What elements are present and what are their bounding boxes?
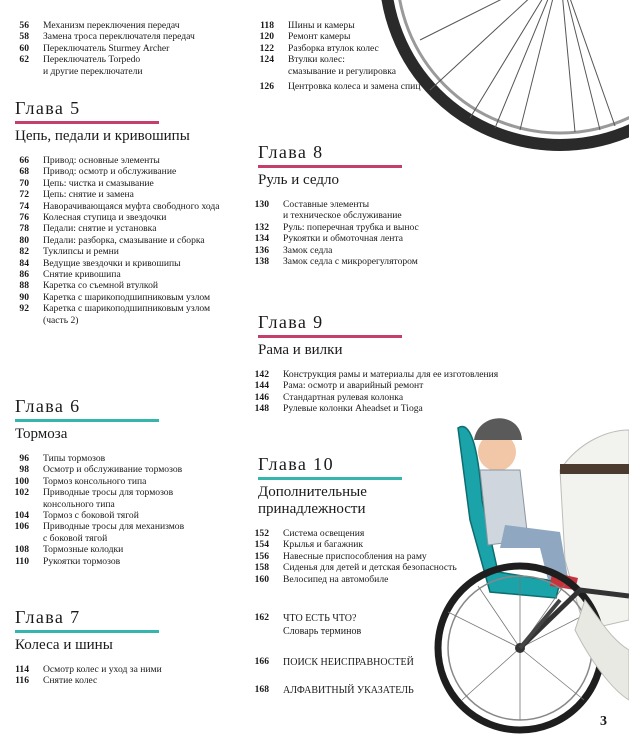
toc-entry[interactable] <box>8 258 255 269</box>
toc-entry[interactable] <box>8 510 255 521</box>
toc-entry-page: 154 <box>254 539 269 551</box>
chapter-rule <box>258 477 402 480</box>
toc-entry-page: 130 <box>254 199 269 210</box>
toc-entry-page: 148 <box>254 403 269 415</box>
toc-entry[interactable] <box>8 556 255 567</box>
toc-entry[interactable] <box>8 303 255 326</box>
toc-entry-page: 66 <box>19 155 29 166</box>
toc-entry-title: Колесная ступица и звездочки <box>43 212 167 224</box>
toc-entry-page: 72 <box>19 189 29 201</box>
chapter-title[interactable]: Тормоза <box>15 426 68 442</box>
chapter-rule <box>258 335 402 338</box>
toc-entry-page: 168 <box>254 684 269 695</box>
chapter-5-section <box>15 98 255 326</box>
toc-entry[interactable] <box>8 166 255 177</box>
toc-entry-title: Типы тормозов <box>43 453 106 464</box>
chapter-label: Глава 6 <box>15 396 81 416</box>
toc-entry-title: Переключатель Torpedo и другие переключатели <box>43 54 143 77</box>
toc-entry[interactable] <box>8 664 255 675</box>
toc-entry-title: Осмотр колес и уход за ними <box>43 664 162 675</box>
toc-entry-page: 78 <box>19 223 29 235</box>
toc-entry[interactable] <box>8 31 248 42</box>
toc-entry[interactable] <box>248 403 588 414</box>
toc-entry-page: 60 <box>19 42 29 54</box>
toc-entry[interactable] <box>253 81 483 92</box>
toc-entry-page: 160 <box>254 573 269 585</box>
toc-entry-title: Осмотр и обслуживание тормозов <box>43 464 183 476</box>
chapter-label: Глава 7 <box>15 607 81 627</box>
toc-entry-page: 92 <box>19 303 29 315</box>
toc-entry-title: Механизм переключения передач <box>43 20 180 31</box>
toc-entry-page: 70 <box>19 177 29 189</box>
chapter-6-section <box>15 396 255 567</box>
glossary-section <box>248 612 478 638</box>
toc-entry[interactable] <box>8 280 255 291</box>
troubleshooting-section <box>248 656 478 669</box>
toc-entry[interactable] <box>8 54 248 77</box>
toc-entry[interactable] <box>248 199 558 222</box>
toc-entry[interactable] <box>248 222 558 233</box>
top-left-list <box>8 20 248 77</box>
chapter-label: Глава 8 <box>258 142 324 162</box>
toc-entry[interactable] <box>253 54 483 77</box>
toc-entry-title: Педали: снятие и установка <box>43 223 157 235</box>
toc-entry[interactable] <box>8 464 255 475</box>
page-number: 3 <box>600 714 607 729</box>
toc-entry[interactable] <box>8 189 255 200</box>
toc-entry[interactable] <box>8 292 255 303</box>
toc-entry-page: 106 <box>14 521 29 533</box>
toc-entry-title: Замок седла с микрорегулятором <box>283 256 418 268</box>
toc-entry-troubleshooting[interactable] <box>248 656 478 669</box>
toc-entry-page: 88 <box>19 280 29 292</box>
toc-entry[interactable] <box>248 539 508 550</box>
toc-entry-page: 56 <box>19 20 29 31</box>
toc-entry[interactable] <box>248 233 558 244</box>
toc-entry-page: 132 <box>254 221 269 233</box>
toc-entry[interactable] <box>248 562 508 573</box>
chapter-label: Глава 10 <box>258 454 334 474</box>
chapter-title[interactable]: Дополнительные принадлежности <box>258 484 367 517</box>
toc-entry-title: Сиденья для детей и детская безопасность <box>283 562 457 574</box>
toc-entry-page: 162 <box>254 612 269 623</box>
toc-entry[interactable] <box>248 574 508 585</box>
toc-entry[interactable] <box>8 675 255 686</box>
toc-entry-page: 138 <box>254 256 269 268</box>
toc-entry-page: 104 <box>14 510 29 522</box>
toc-entry-title: Составные элементы и техническое обслуживание <box>283 199 402 222</box>
toc-entry-page: 90 <box>19 291 29 303</box>
toc-entry-index[interactable] <box>248 684 478 697</box>
toc-entry-title: Навесные приспособления на раму <box>283 550 427 562</box>
toc-entry[interactable] <box>8 223 255 234</box>
toc-entry[interactable] <box>248 369 588 380</box>
toc-entry-title: Привод: основные элементы <box>43 155 160 166</box>
chapter-8-section <box>254 142 558 268</box>
toc-entry-title: Руль: поперечная трубка и вынос <box>283 221 419 233</box>
toc-entry[interactable] <box>8 20 248 31</box>
toc-entry[interactable] <box>8 269 255 280</box>
toc-entry-title: Стандартная рулевая колонка <box>283 391 404 403</box>
toc-entry-title: Втулки колес: смазывание и регулировка <box>288 54 397 77</box>
toc-entry-title: Снятие кривошипа <box>43 269 121 281</box>
toc-entry-page: 152 <box>254 528 269 539</box>
toc-entry-page: 110 <box>15 555 29 567</box>
toc-entry[interactable] <box>248 245 558 256</box>
toc-entry-title: ЧТО ЕСТЬ ЧТО? Словарь терминов <box>283 613 362 637</box>
top-right-list <box>253 20 483 92</box>
toc-entry-page: 156 <box>254 550 269 562</box>
toc-entry-title: Тормоз консольного типа <box>43 475 147 487</box>
toc-entry-page: 122 <box>259 42 274 54</box>
toc-entry-page: 82 <box>19 246 29 258</box>
toc-entry[interactable] <box>248 380 588 391</box>
chapter-title[interactable]: Цепь, педали и кривошипы <box>15 128 190 144</box>
toc-entry[interactable] <box>8 487 255 510</box>
toc-entry-title: Конструкция рамы и материалы для ее изготовления <box>283 369 499 380</box>
chapter-rule <box>15 630 159 633</box>
toc-entry-title: Велосипед на автомобиле <box>283 573 389 585</box>
toc-entry-page: 142 <box>254 369 269 380</box>
toc-entry-page: 118 <box>260 20 274 31</box>
toc-entry-page: 76 <box>19 212 29 224</box>
toc-entry-title: Центровка колеса и замена спиц <box>288 81 421 93</box>
toc-entry[interactable] <box>8 235 255 246</box>
toc-entry[interactable] <box>8 544 255 555</box>
toc-entry-title: ПОИСК НЕИСПРАВНОСТЕЙ <box>283 657 414 668</box>
toc-entry-title: Цепь: снятие и замена <box>43 189 134 201</box>
index-section <box>248 684 478 697</box>
toc-entry-title: Система освещения <box>283 528 365 539</box>
toc-entry-title: Рукоятки тормозов <box>43 555 121 567</box>
toc-entry-title: Рулевые колонки Aheadset и Tioga <box>283 403 423 415</box>
toc-entry[interactable] <box>8 453 255 464</box>
toc-entry-page: 58 <box>19 31 29 43</box>
toc-entry[interactable] <box>248 256 558 267</box>
toc-entry-page: 84 <box>19 257 29 269</box>
toc-entry[interactable] <box>8 201 255 212</box>
toc-entry[interactable] <box>253 43 483 54</box>
toc-entry[interactable] <box>248 528 508 539</box>
toc-entry-title: Разборка втулок колес <box>288 42 379 54</box>
toc-entry-title: Приводные тросы для тормозов консольного типа <box>43 487 174 510</box>
toc-entry-title: Каретка с шарикоподшипниковым узлом <box>43 291 211 303</box>
toc-entry-title: Тормоз с боковой тягой <box>43 510 139 522</box>
toc-entry-page: 96 <box>19 453 29 464</box>
chapter-rule <box>15 419 159 422</box>
toc-entry-page: 116 <box>15 675 29 687</box>
toc-entry-page: 124 <box>259 54 274 66</box>
toc-entry-page: 166 <box>254 656 269 667</box>
toc-entry-page: 98 <box>19 464 29 476</box>
toc-entry-page: 102 <box>14 487 29 499</box>
toc-entry[interactable] <box>8 43 248 54</box>
toc-entry[interactable] <box>8 178 255 189</box>
toc-entry-title: Рукоятки и обмоточная лента <box>283 233 403 245</box>
toc-entry-page: 120 <box>259 31 274 43</box>
toc-entry-title: Тормозные колодки <box>43 544 124 556</box>
toc-entry-title: Замок седла <box>283 244 333 256</box>
toc-entry-title: Привод: осмотр и обслуживание <box>43 166 177 178</box>
toc-entry-page: 80 <box>19 234 29 246</box>
chapter-title[interactable]: Руль и седло <box>258 172 339 188</box>
toc-entry-title: АЛФАВИТНЫЙ УКАЗАТЕЛЬ <box>283 685 414 696</box>
toc-entry[interactable] <box>8 476 255 487</box>
toc-entry-page: 74 <box>19 200 29 212</box>
toc-entry-title: Снятие колес <box>43 675 98 687</box>
toc-entry-title: Наворачивающаяся муфта свободного хода <box>43 200 220 212</box>
toc-entry[interactable] <box>8 155 255 166</box>
toc-entry[interactable] <box>248 551 508 562</box>
toc-entry[interactable] <box>248 392 588 403</box>
toc-entry[interactable] <box>253 31 483 42</box>
toc-entry-page: 158 <box>254 562 269 574</box>
chapter-label: Глава 5 <box>15 98 81 118</box>
toc-entry-page: 114 <box>15 664 29 675</box>
toc-entry-title: Каретка со съемной втулкой <box>43 280 159 292</box>
toc-entry-title: Крылья и багажник <box>283 539 364 551</box>
toc-entry-page: 68 <box>19 166 29 178</box>
chapter-title[interactable]: Колеса и шины <box>15 637 113 653</box>
toc-entry[interactable] <box>253 20 483 31</box>
toc-entry-title: Замена троса переключателя передач <box>43 31 195 43</box>
toc-entry-title: Ведущие звездочки и кривошипы <box>43 257 181 269</box>
toc-entry[interactable] <box>8 212 255 223</box>
toc-entry-title: Туклипсы и ремни <box>43 246 119 258</box>
toc-entry-title: Рама: осмотр и аварийный ремонт <box>283 380 424 392</box>
toc-entry-page: 126 <box>259 81 274 93</box>
toc-entry[interactable] <box>8 246 255 257</box>
chapter-9-section <box>254 312 588 415</box>
toc-entry-title: Ремонт камеры <box>288 31 351 43</box>
chapter-rule <box>15 121 159 124</box>
chapter-10-section <box>254 454 508 585</box>
chapter-label: Глава 9 <box>258 312 324 332</box>
toc-entry-title: Педали: разборка, смазывание и сборка <box>43 234 205 246</box>
chapter-7-section <box>15 607 255 687</box>
toc-entry-page: 136 <box>254 244 269 256</box>
toc-entry-glossary[interactable] <box>248 612 478 638</box>
toc-entry-title: Каретка с шарикоподшипниковым узлом (часть 2) <box>43 303 211 326</box>
toc-entry-page: 100 <box>14 475 29 487</box>
toc-entry-title: Переключатель Sturmey Archer <box>43 42 170 54</box>
toc-entry-title: Цепь: чистка и смазывание <box>43 177 154 189</box>
toc-entry-page: 134 <box>254 233 269 245</box>
toc-entry-page: 62 <box>19 54 29 66</box>
toc-entry-title: Шины и камеры <box>288 20 355 31</box>
chapter-title[interactable]: Рама и вилки <box>258 342 343 358</box>
toc-entry-page: 144 <box>254 380 269 392</box>
toc-entry-page: 108 <box>14 544 29 556</box>
toc-entry-page: 86 <box>19 269 29 281</box>
chapter-rule <box>258 165 402 168</box>
toc-entry[interactable] <box>8 521 255 544</box>
toc-entry-title: Приводные тросы для механизмов с боковой тягой <box>43 521 185 544</box>
toc-entry-page: 146 <box>254 391 269 403</box>
